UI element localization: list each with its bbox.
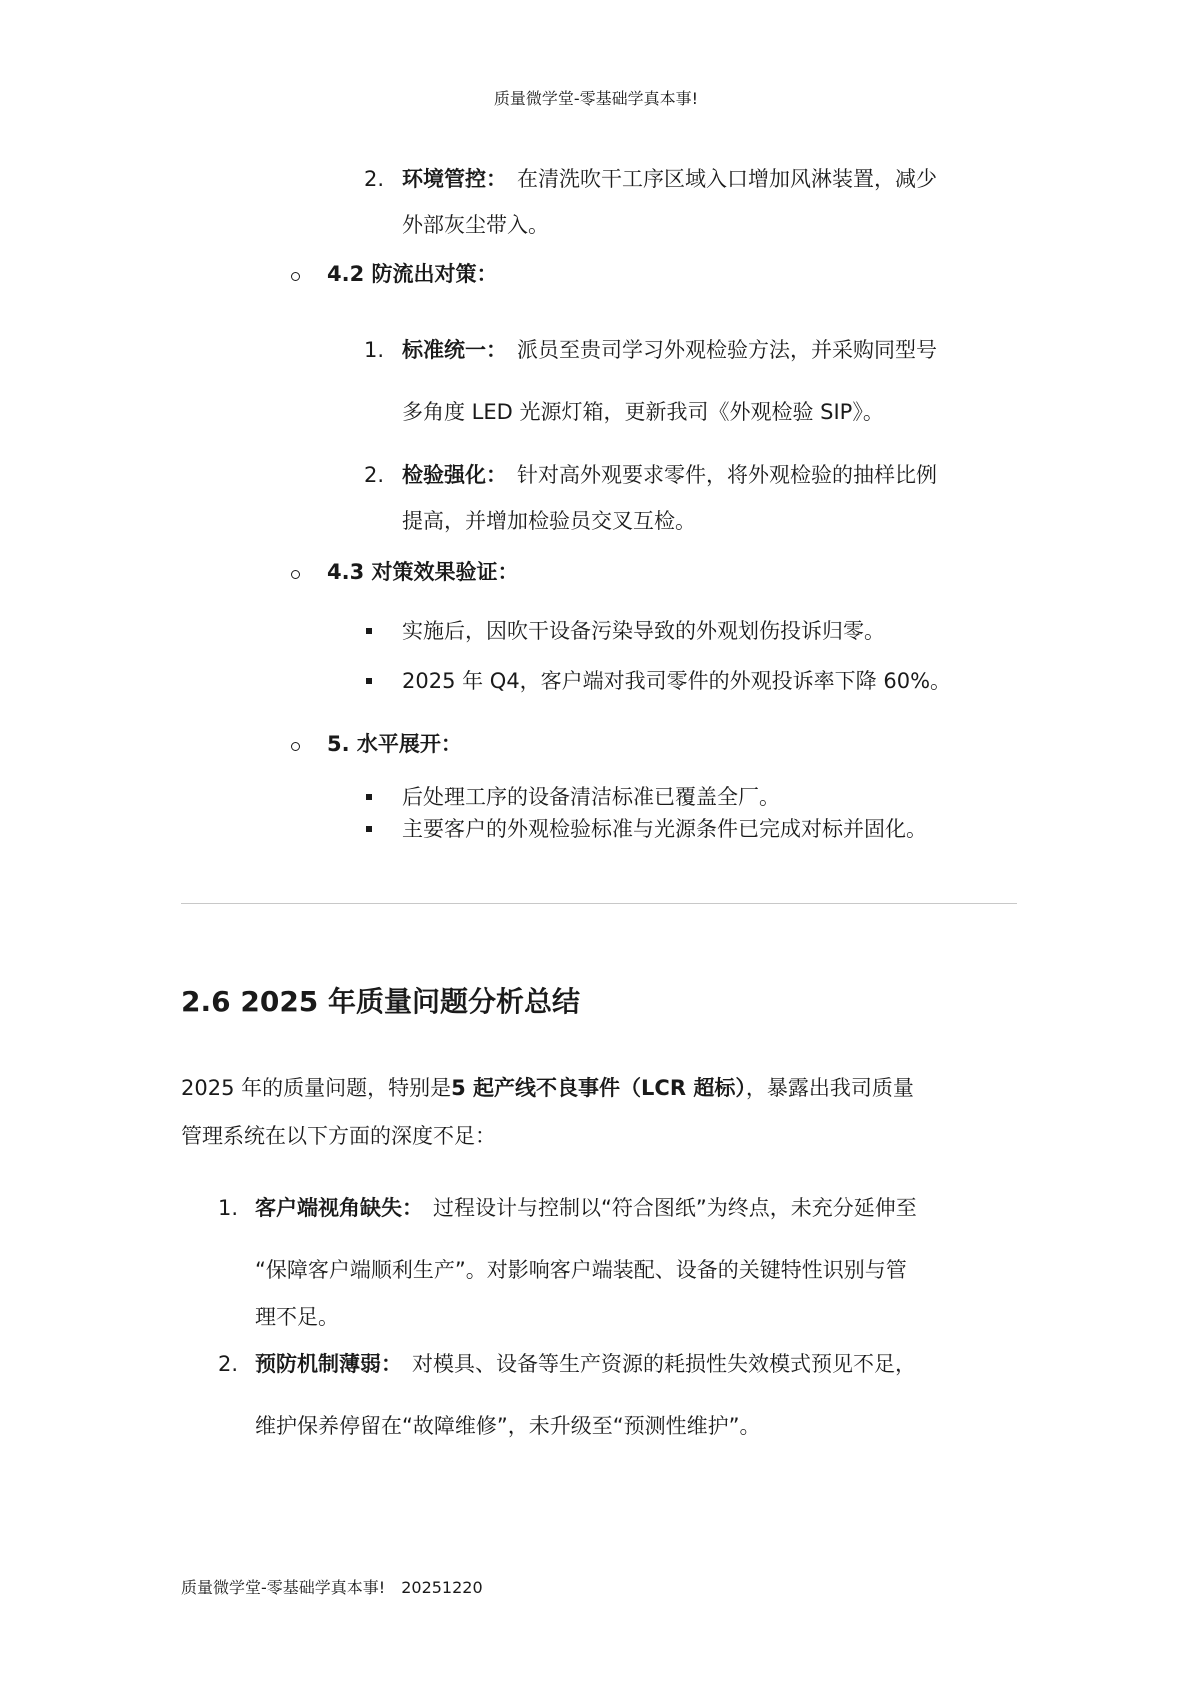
square-bullet-icon: [366, 794, 372, 800]
list-item-line: [255, 1349, 916, 1379]
bullet-text: 实施后，因吹干设备污染导致的外观划伤投诉归零。: [402, 619, 885, 643]
list-item-line: 外部灰尘带入。: [402, 213, 549, 237]
item-label: 环境管控：: [402, 167, 507, 191]
intro-text: ，暴露出我司质量: [745, 1076, 914, 1100]
page-footer: [181, 1575, 483, 1598]
item-text: 派员至贵司学习外观检验方法，并采购同型号: [517, 338, 937, 362]
list-item-line: 维护保养停留在“故障维修”，未升级至“预测性维护”。: [255, 1414, 761, 1438]
intro-line: [181, 1073, 914, 1103]
intro-line: 管理系统在以下方面的深度不足：: [181, 1124, 496, 1148]
list-item-line: [255, 1193, 917, 1223]
square-bullet-icon: [366, 628, 372, 634]
intro-text: 2025 年的质量问题，特别是: [181, 1076, 452, 1100]
subsection-heading: 5. 水平展开：: [327, 732, 462, 756]
list-item-line: [402, 164, 937, 194]
circle-bullet-icon: [291, 272, 300, 281]
item-label: 客户端视角缺失：: [255, 1196, 423, 1220]
list-number: 1.: [218, 1196, 239, 1220]
section-title: 2.6 2025 年质量问题分析总结: [181, 985, 581, 1018]
list-item-line: 多角度 LED 光源灯箱，更新我司《外观检验 SIP》。: [402, 400, 884, 424]
footer-date: 20251220: [401, 1578, 483, 1597]
subsection-heading: 4.3 对策效果验证：: [327, 560, 519, 584]
list-item-line: [402, 460, 937, 490]
list-item-line: 理不足。: [255, 1305, 339, 1329]
circle-bullet-icon: [291, 742, 300, 751]
circle-bullet-icon: [291, 570, 300, 579]
item-label: 预防机制薄弱：: [255, 1352, 402, 1376]
item-text: 过程设计与控制以“符合图纸”为终点，未充分延伸至: [433, 1196, 917, 1220]
item-text: 在清洗吹干工序区域入口增加风淋装置，减少: [517, 167, 937, 191]
bullet-text: 2025 年 Q4，客户端对我司零件的外观投诉率下降 60%。: [402, 669, 952, 693]
item-label: 检验强化：: [402, 463, 507, 487]
item-text: 对模具、设备等生产资源的耗损性失效模式预见不足，: [412, 1352, 916, 1376]
item-text: 针对高外观要求零件，将外观检验的抽样比例: [517, 463, 937, 487]
list-item-line: [402, 335, 937, 365]
horizontal-divider: [181, 903, 1017, 904]
list-item-line: 提高，并增加检验员交叉互检。: [402, 509, 696, 533]
bullet-text: 主要客户的外观检验标准与光源条件已完成对标并固化。: [402, 817, 927, 841]
square-bullet-icon: [366, 678, 372, 684]
list-item-line: “保障客户端顺利生产”。对影响客户端装配、设备的关键特性识别与管: [255, 1258, 907, 1282]
intro-bold-text: 5 起产线不良事件（LCR 超标）: [451, 1076, 746, 1100]
list-number: 2.: [218, 1352, 239, 1376]
item-label: 标准统一：: [402, 338, 507, 362]
bullet-text: 后处理工序的设备清洁标准已覆盖全厂。: [402, 785, 780, 809]
subsection-heading: 4.2 防流出对策：: [327, 262, 498, 286]
footer-text: 质量微学堂-零基础学真本事!: [181, 1578, 386, 1597]
list-number: 2.: [364, 463, 385, 487]
list-number: 1.: [364, 338, 385, 362]
square-bullet-icon: [366, 826, 372, 832]
list-number: 2.: [364, 167, 385, 191]
page-header: 质量微学堂-零基础学真本事!: [493, 89, 699, 108]
